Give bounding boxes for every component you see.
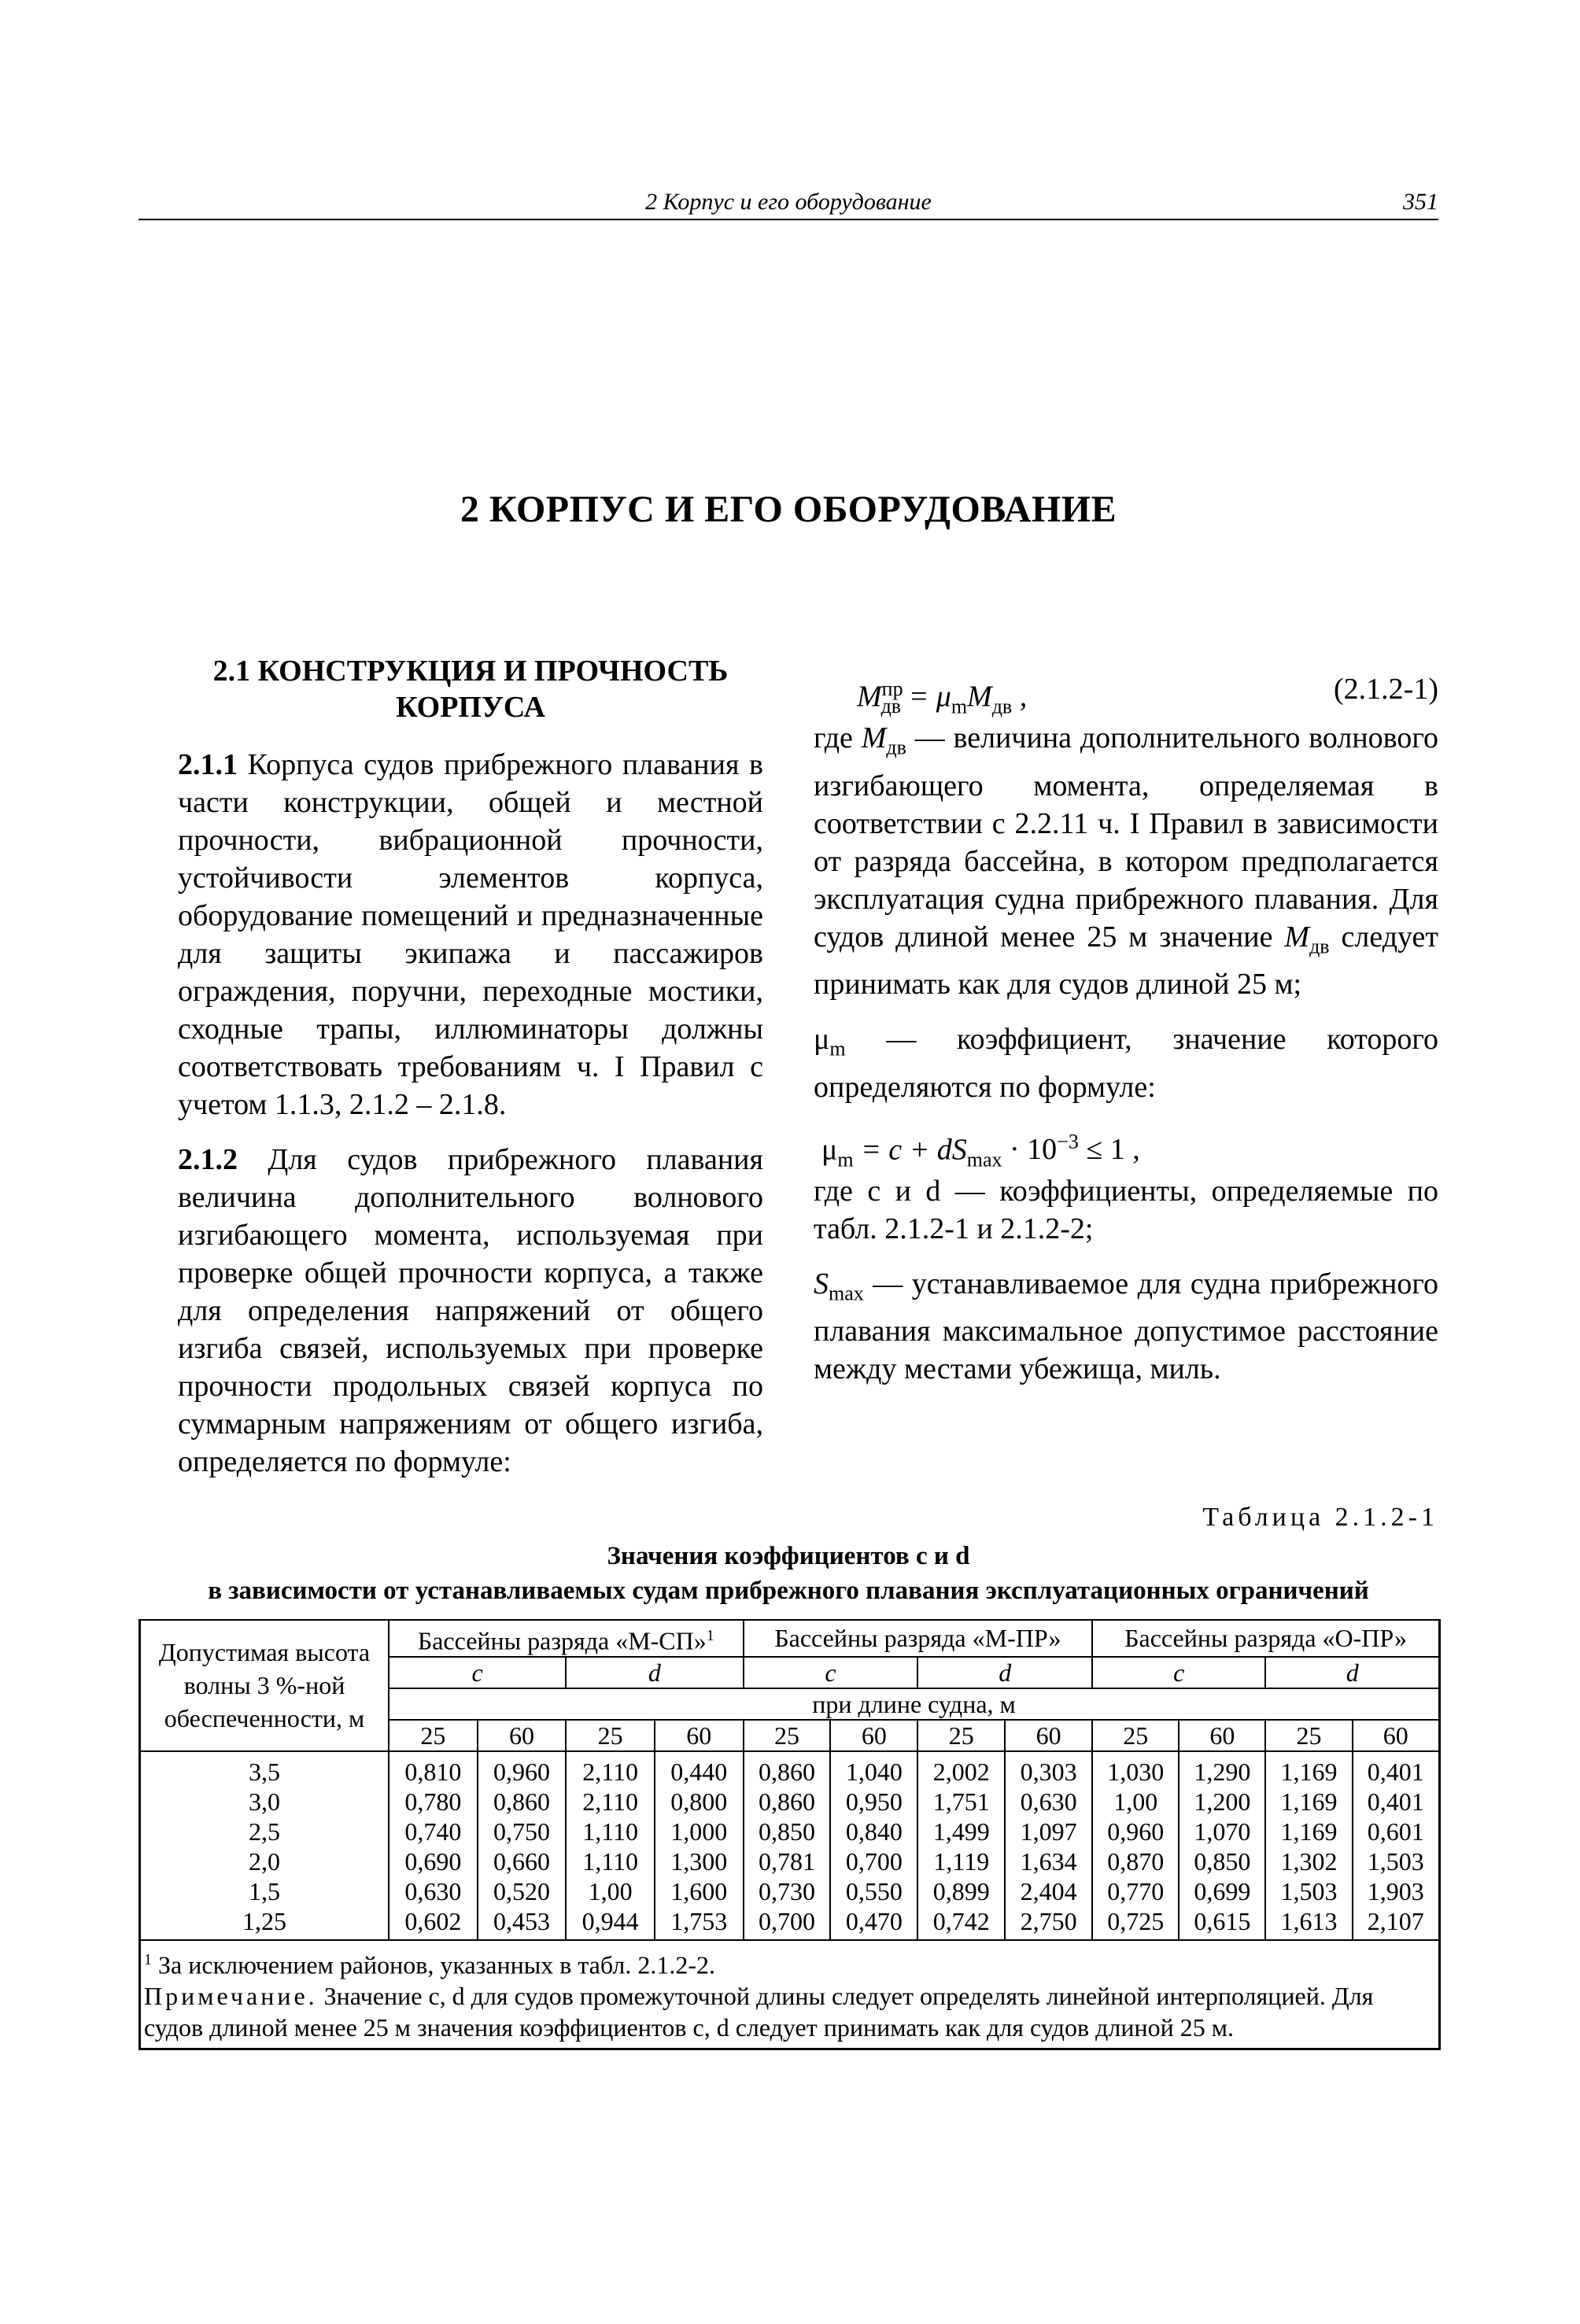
table-notes (140, 1940, 1440, 2049)
coef-value-cell: 0,660 (478, 1846, 567, 1876)
coef-value-cell: 2,110 (566, 1751, 655, 1787)
table-body (140, 1751, 1440, 1940)
coef-value-cell: 0,960 (1092, 1817, 1179, 1846)
formula-body: $\mu_m = c + dS_{max} \cdot 10^{-3} \le 1$ , (821, 1130, 1140, 1171)
row-header: Допустимая высота волны 3 %-ной обеспеченности, м (140, 1620, 389, 1751)
coef-value-cell: 0,750 (478, 1817, 567, 1846)
coef-value-cell: 0,960 (478, 1751, 567, 1787)
coef-value-cell: 0,453 (478, 1906, 567, 1940)
coef-value-cell: 1,110 (566, 1817, 655, 1846)
coef-value-cell: 1,000 (655, 1817, 744, 1846)
wave-height-cell: 3,0 (140, 1787, 389, 1817)
definition-text: — коэффициент, значение которого определяются по формуле: (814, 1023, 1439, 1104)
basin-header: Бассейны разряда «О-ПР» (1092, 1620, 1439, 1657)
coef-value-cell: 1,499 (917, 1817, 1005, 1846)
table-caption-line1: Значения коэффициентов c и d (607, 1542, 970, 1570)
paragraph-2-1-1 (178, 746, 763, 1123)
coef-header-d: d (917, 1657, 1092, 1688)
wave-height-cell: 1,5 (140, 1876, 389, 1906)
coef-value-cell: 1,634 (1005, 1846, 1092, 1876)
coef-value-cell: 0,899 (917, 1876, 1005, 1906)
paragraph-2-1-2 (178, 1141, 763, 1481)
table-caption-line2: в зависимости от устанавливаемых судам прибрежного плавания эксплуатационных ограничений (208, 1577, 1369, 1605)
running-header (138, 186, 1438, 220)
coef-value-cell: 1,00 (566, 1876, 655, 1906)
coef-value-cell: 0,850 (1179, 1846, 1265, 1876)
section-heading-line1: 2.1 КОНСТРУКЦИЯ И ПРОЧНОСТЬ (212, 655, 729, 688)
coefficients-table (138, 1619, 1441, 2050)
coef-value-cell: 1,290 (1179, 1751, 1265, 1787)
table-row (140, 1876, 1440, 1906)
symbol-mdv: $M_{дв}$ (1284, 920, 1330, 958)
coef-value-cell: 0,725 (1092, 1906, 1179, 1940)
coef-value-cell: 0,781 (744, 1846, 831, 1876)
coef-value-cell: 0,700 (830, 1846, 917, 1876)
coef-value-cell: 0,630 (1005, 1787, 1092, 1817)
coef-value-cell: 1,169 (1265, 1817, 1352, 1846)
coef-value-cell: 1,00 (1092, 1787, 1179, 1817)
coef-value-cell: 0,780 (389, 1787, 478, 1817)
coef-value-cell: 1,503 (1265, 1876, 1352, 1906)
coef-header-d: d (566, 1657, 743, 1688)
length-header: при длине судна, м (389, 1688, 1440, 1720)
coef-value-cell: 0,770 (1092, 1876, 1179, 1906)
length-cell: 60 (1353, 1720, 1440, 1751)
coef-value-cell: 0,742 (917, 1906, 1005, 1940)
table-label: Таблица 2.1.2-1 (1202, 1503, 1438, 1532)
coef-value-cell: 1,119 (917, 1846, 1005, 1876)
coef-value-cell: 1,600 (655, 1876, 744, 1906)
coef-value-cell: 0,690 (389, 1846, 478, 1876)
coef-value-cell: 0,401 (1353, 1751, 1440, 1787)
length-cell: 60 (655, 1720, 744, 1751)
table-caption (138, 1539, 1438, 1608)
section-heading (178, 653, 763, 725)
coef-value-cell: 0,950 (830, 1787, 917, 1817)
coef-value-cell: 1,097 (1005, 1817, 1092, 1846)
coef-value-cell: 2,404 (1005, 1876, 1092, 1906)
coef-value-cell: 1,030 (1092, 1751, 1179, 1787)
coef-value-cell: 0,730 (744, 1876, 831, 1906)
coef-value-cell: 0,700 (744, 1906, 831, 1940)
coef-value-cell: 2,110 (566, 1787, 655, 1817)
coef-value-cell: 1,503 (1353, 1846, 1440, 1876)
coef-value-cell: 0,602 (389, 1906, 478, 1940)
formula-body: $M^{пр}_{дв} = \mu_mM_{дв}$ , (857, 677, 1028, 718)
table-row (140, 1787, 1440, 1817)
length-cell: 25 (744, 1720, 831, 1751)
definition-text: — устанавливаемое для судна прибрежного плавания максимальное допустимое расстояние между местами убежища, миль. (814, 1267, 1439, 1386)
where-word: где (814, 721, 853, 754)
coef-value-cell: 1,753 (655, 1906, 744, 1940)
coef-value-cell: 0,860 (744, 1751, 831, 1787)
coef-value-cell: 0,860 (478, 1787, 567, 1817)
coef-value-cell: 0,800 (655, 1787, 744, 1817)
coef-value-cell: 0,440 (655, 1751, 744, 1787)
table-row (140, 1751, 1440, 1787)
definition-mu (814, 1020, 1438, 1106)
length-cell: 60 (830, 1720, 917, 1751)
coef-header-c: c (389, 1657, 566, 1688)
definition-smax (814, 1265, 1438, 1389)
symbol-mu: $\mu_m$ (814, 1023, 846, 1061)
coef-value-cell: 0,470 (830, 1906, 917, 1940)
coef-value-cell: 0,699 (1179, 1876, 1265, 1906)
coef-header-c: c (1092, 1657, 1265, 1688)
coef-value-cell: 1,613 (1265, 1906, 1352, 1940)
footnote: $^1$ За исключением районов, указанных в табл. 2.1.2-2. (144, 1950, 715, 1979)
coef-value-cell: 0,860 (744, 1787, 831, 1817)
chapter-title: 2 КОРПУС И ЕГО ОБОРУДОВАНИЕ (460, 489, 1117, 530)
coef-value-cell: 2,002 (917, 1751, 1005, 1787)
coef-value-cell: 0,630 (389, 1876, 478, 1906)
coef-value-cell: 0,401 (1353, 1787, 1440, 1817)
coef-value-cell: 1,169 (1265, 1787, 1352, 1817)
length-cell: 25 (917, 1720, 1005, 1751)
paragraph-number: 2.1.1 (178, 748, 238, 781)
left-column (178, 653, 763, 1498)
length-cell: 25 (1265, 1720, 1352, 1751)
table-row (140, 1817, 1440, 1846)
paragraph-text: Для судов прибрежного плавания величина дополнительного волнового изгибающего момента, используемая при проверке общей прочности корпуса, а также для определения напряжений от общего изгиба связей, используемых при проверке прочности продольных связей корпуса по суммарным напряжениям от общего изгиба, определяется по формуле: (178, 1143, 763, 1478)
paragraph-number: 2.1.2 (178, 1143, 238, 1176)
definition-tail: следует принимать как для судов длиной 25 м; (814, 920, 1439, 1002)
coef-value-cell: 1,110 (566, 1846, 655, 1876)
wave-height-cell: 2,5 (140, 1817, 389, 1846)
coef-value-cell: 1,169 (1265, 1751, 1352, 1787)
coef-value-cell: 2,750 (1005, 1906, 1092, 1940)
right-column (814, 670, 1438, 1405)
coef-value-cell: 0,850 (744, 1817, 831, 1846)
length-cell: 25 (566, 1720, 655, 1751)
table-row (140, 1906, 1440, 1940)
length-cell: 60 (1179, 1720, 1265, 1751)
definition-mdv (814, 719, 1438, 1003)
coef-value-cell: 1,300 (655, 1846, 744, 1876)
wave-height-cell: 2,0 (140, 1846, 389, 1876)
coef-value-cell: 0,615 (1179, 1906, 1265, 1940)
coef-header-c: c (744, 1657, 918, 1688)
coef-value-cell: 0,840 (830, 1817, 917, 1846)
formula-2-1-2-1 (814, 670, 1438, 718)
definition-cd: где c и d — коэффициенты, определяемые по табл. 2.1.2-1 и 2.1.2-2; (814, 1174, 1438, 1245)
symbol-mdv: $M_{дв}$ (861, 721, 906, 759)
coef-value-cell: 0,601 (1353, 1817, 1440, 1846)
basin-header: Бассейны разряда «М-СП»$^1$ (389, 1620, 744, 1657)
length-cell: 25 (389, 1720, 478, 1751)
length-cell: 25 (1092, 1720, 1179, 1751)
length-cell: 60 (478, 1720, 567, 1751)
coef-value-cell: 1,903 (1353, 1876, 1440, 1906)
coef-value-cell: 0,550 (830, 1876, 917, 1906)
symbol-smax: $S_{max}$ (814, 1267, 864, 1305)
page-number: 351 (1403, 189, 1438, 215)
length-cell: 60 (1005, 1720, 1092, 1751)
coef-value-cell: 1,200 (1179, 1787, 1265, 1817)
coef-value-cell: 0,870 (1092, 1846, 1179, 1876)
coef-value-cell: 0,740 (389, 1817, 478, 1846)
definition-text: — величина дополнительного волнового изгибающего момента, определяемая в соответствии с 2.2.11 ч. I Правил в зависимости от разряда бассейна, в котором предполагается эксплуатация судна прибрежного плавания. Для судов длиной менее 25 м значение (814, 721, 1439, 954)
formula-mu (814, 1123, 1438, 1172)
coef-value-cell: 1,070 (1179, 1817, 1265, 1846)
coef-value-cell: 0,944 (566, 1906, 655, 1940)
note: Примечание. Значение c, d для судов промежуточной длины следует определять линейной интерполяцией. Для судов длиной менее 25 м значения коэффициентов c, d следует принимать как для судов длиной 25 м. (144, 1982, 1374, 2042)
coef-value-cell: 1,040 (830, 1751, 917, 1787)
coef-value-cell: 0,810 (389, 1751, 478, 1787)
basin-header: Бассейны разряда «М-ПР» (744, 1620, 1093, 1657)
section-heading-line2: КОРПУСА (396, 691, 545, 724)
coef-value-cell: 0,520 (478, 1876, 567, 1906)
table-row (140, 1846, 1440, 1876)
wave-height-cell: 3,5 (140, 1751, 389, 1787)
coef-header-d: d (1265, 1657, 1439, 1688)
paragraph-text: Корпуса судов прибрежного плавания в части конструкции, общей и местной прочности, вибрационной прочности, устойчивости элементов корпуса, оборудование помещений и предназначенные для защиты экипажа и пассажиров ограждения, поручни, переходные мостики, сходные трапы, иллюминаторы должны соответствовать требованиям ч. I Правил с учетом 1.1.3, 2.1.2 – 2.1.8. (178, 748, 764, 1121)
formula-number: (2.1.2-1) (1334, 673, 1438, 706)
running-title: 2 Корпус и его оборудование (645, 189, 932, 215)
coef-value-cell: 1,302 (1265, 1846, 1352, 1876)
wave-height-cell: 1,25 (140, 1906, 389, 1940)
coef-value-cell: 2,107 (1353, 1906, 1440, 1940)
coef-value-cell: 1,751 (917, 1787, 1005, 1817)
coef-value-cell: 0,303 (1005, 1751, 1092, 1787)
